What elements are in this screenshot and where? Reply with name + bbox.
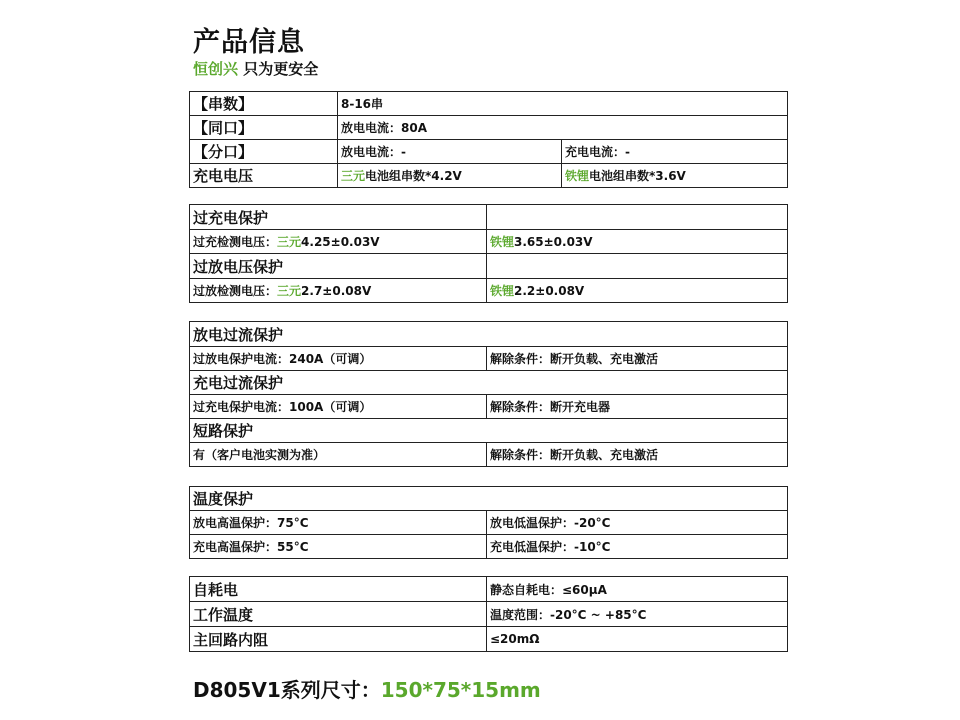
- table-row: [190, 419, 788, 443]
- overcharge-prefix: 过充检测电压：: [193, 235, 278, 249]
- discharge-oc-current: 过放电保护电流：240A（可调）: [190, 347, 487, 371]
- temp-title: 温度保护: [190, 487, 788, 511]
- ternary-tag: 三元: [341, 169, 366, 183]
- discharge-oc-title: 放电过流保护: [190, 322, 788, 347]
- slogan: 只为更安全: [243, 60, 319, 78]
- table-row: [190, 140, 788, 164]
- charge-low-temp: 充电低温保护：-10°C: [487, 535, 788, 559]
- overcharge-title: 过充电保护: [190, 205, 487, 230]
- table-row: [190, 602, 788, 627]
- self-consumption-label: 自耗电: [190, 577, 487, 602]
- table-row: [190, 230, 788, 254]
- charge-oc-current: 过充电保护电流：100A（可调）: [190, 395, 487, 419]
- ternary-formula: 电池组串数*4.2V: [365, 169, 462, 183]
- split-port-label: 【分口】: [190, 140, 338, 164]
- overcharge-lfp: [487, 230, 788, 254]
- charge-oc-release: 解除条件：断开充电器: [487, 395, 788, 419]
- misc-spec-table: [189, 576, 788, 652]
- page-title: 产品信息: [193, 27, 305, 58]
- series-value: 8-16串: [338, 92, 788, 116]
- lfp-tag: 铁锂: [490, 284, 515, 298]
- discharge-high-temp: 放电高温保护：75°C: [190, 511, 487, 535]
- short-release: 解除条件：断开负载、充电激活: [487, 443, 788, 467]
- overcharge-lfp-value: 3.65±0.03V: [514, 235, 593, 249]
- series-label: 【串数】: [190, 92, 338, 116]
- discharge-low-temp: 放电低温保护：-20°C: [487, 511, 788, 535]
- table-row: [190, 164, 788, 188]
- overdischarge-lfp-value: 2.2±0.08V: [514, 284, 585, 298]
- short-value: 有（客户电池实测为准）: [190, 443, 487, 467]
- table-row: [190, 116, 788, 140]
- work-temp-label: 工作温度: [190, 602, 487, 627]
- overdischarge-title: 过放电压保护: [190, 254, 487, 279]
- temperature-protection-table: [189, 486, 788, 559]
- table-row: [190, 92, 788, 116]
- voltage-protection-table: [189, 204, 788, 303]
- table-row: [190, 511, 788, 535]
- size-footer: [193, 674, 541, 703]
- common-port-value: 放电电流：80A: [338, 116, 788, 140]
- size-value: 150*75*15mm: [380, 678, 541, 702]
- table-row: [190, 371, 788, 395]
- charge-oc-title: 充电过流保护: [190, 371, 788, 395]
- charge-high-temp: 充电高温保护：55°C: [190, 535, 487, 559]
- table-row: [190, 535, 788, 559]
- charge-voltage-ternary: [338, 164, 562, 188]
- table-row: [190, 577, 788, 602]
- subtitle: [193, 58, 318, 79]
- basic-spec-table: [189, 91, 788, 188]
- resistance-label: 主回路内阻: [190, 627, 487, 652]
- overcharge-ternary: [190, 230, 487, 254]
- common-port-label: 【同口】: [190, 116, 338, 140]
- resistance-value: ≤20mΩ: [487, 627, 788, 652]
- table-row: [190, 205, 788, 230]
- brand-name: 恒创兴: [193, 60, 239, 78]
- work-temp-value: 温度范围：-20°C ~ +85°C: [487, 602, 788, 627]
- table-row: [190, 347, 788, 371]
- discharge-oc-release: 解除条件：断开负载、充电激活: [487, 347, 788, 371]
- charge-voltage-label: 充电电压: [190, 164, 338, 188]
- table-row: [190, 627, 788, 652]
- table-row: [190, 322, 788, 347]
- size-label: D805V1系列尺寸：: [193, 678, 381, 702]
- table-row: [190, 279, 788, 303]
- table-row: [190, 254, 788, 279]
- lfp-tag: 铁锂: [490, 235, 515, 249]
- overdischarge-lfp: [487, 279, 788, 303]
- lfp-tag: 铁锂: [565, 169, 590, 183]
- short-title: 短路保护: [190, 419, 788, 443]
- lfp-formula: 电池组串数*3.6V: [589, 169, 686, 183]
- overdischarge-ternary-value: 2.7±0.08V: [301, 284, 372, 298]
- overdischarge-prefix: 过放检测电压：: [193, 284, 278, 298]
- table-row: [190, 487, 788, 511]
- overcharge-ternary-value: 4.25±0.03V: [301, 235, 380, 249]
- ternary-tag: 三元: [277, 284, 302, 298]
- ternary-tag: 三元: [277, 235, 302, 249]
- table-row: [190, 395, 788, 419]
- split-discharge-value: 放电电流：-: [338, 140, 562, 164]
- overdischarge-ternary: [190, 279, 487, 303]
- table-row: [190, 443, 788, 467]
- current-protection-table: [189, 321, 788, 467]
- charge-voltage-lfp: [562, 164, 788, 188]
- self-consumption-value: 静态自耗电：≤60μA: [487, 577, 788, 602]
- split-charge-value: 充电电流：-: [562, 140, 788, 164]
